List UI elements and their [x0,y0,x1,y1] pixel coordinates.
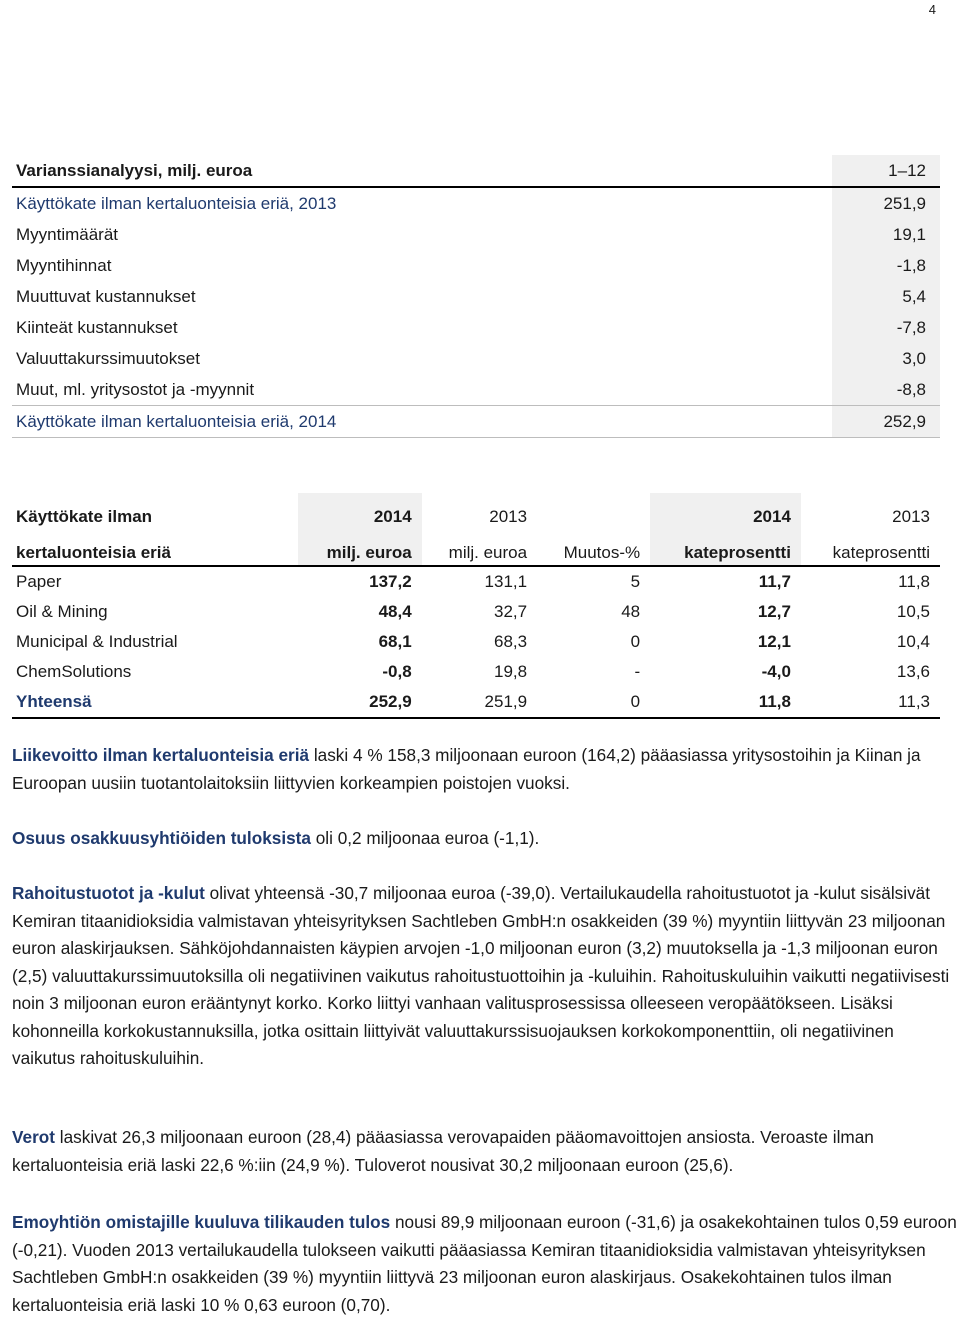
paragraph-text: laskivat 26,3 miljoonaan euroon (28,4) pääasiassa verovapaiden pääomavoittojen ansiosta. Veroaste ilman kertaluonteisia eriä laski 22,6 %:iin (24,9 %). Tuloverot nousivat 30,2 miljoonaan euroon (25,6). [12,1127,874,1175]
paragraph-text: oli 0,2 miljoonaa euroa (-1,1). [310,828,540,848]
paragraph-heading: Rahoitustuotot ja -kulut [12,883,205,903]
variance-header-row [12,155,940,187]
segment-header-2013-unit: milj. euroa [422,529,537,566]
variance-row-value: 3,0 [832,343,940,374]
segment-name: Paper [16,572,62,591]
table-row [12,343,940,374]
segment-header-2014: 2014 [298,493,422,529]
segment-change: 48 [621,602,641,621]
segment-change: 5 [630,572,641,591]
variance-period: 1–12 [832,155,940,187]
paragraph-financing [12,880,958,1073]
paragraph-taxes [12,1124,958,1179]
segment-value-2014: 137,2 [369,572,412,591]
segment-margin-2013: 10,4 [896,632,930,651]
segment-margin-2013: 11,8 [898,572,930,591]
variance-row-label: Muut, ml. yritysostot ja -myynnit [16,379,255,399]
segment-value-2014: 68,1 [378,632,412,651]
paragraph-text: nousi 89,9 miljoonaan euroon (-31,6) ja osakekohtainen tulos 0,59 euroon (-0,21). Vuoden 2013 vertailukaudella tulokseen vaikutti pääasiassa Kemiran titaanidioksidia valmistavan yhteisyrityksen Sachtleben GmbH:n osakkeiden (39 %) myyntiin liittyvä 23 miljoonan euron alaskirjaus. Osakekohtainen tulos ilman kertaluonteisia eriä laski 10 % 0,63 euroon (0,70). [12,1212,957,1315]
paragraph-heading: Emoyhtiön omistajille kuuluva tilikauden tulos [12,1212,391,1232]
paragraph-net-profit [12,1209,958,1319]
segment-margin-2014: 11,7 [758,572,791,591]
variance-title: Varianssianalyysi, milj. euroa [12,155,832,187]
segment-header-margin-2013-unit: kateprosentti [801,529,940,566]
segment-table [12,493,940,719]
paragraph-operating-profit [12,742,958,797]
variance-row-label: Muuttuvat kustannukset [16,286,196,306]
variance-row-label: Käyttökate ilman kertaluonteisia eriä, 2014 [12,406,832,438]
segment-header-2013: 2013 [489,507,528,526]
segment-margin-2014: -4,0 [761,662,791,681]
paragraph-text: laski 4 % 158,3 miljoonaan euroon (164,2) pääasiassa yritysostoihin ja Kiinan ja Euroopan uusiin tuotantolaitoksiin liittyvien korkeampien poistojen vuoksi. [12,745,921,793]
paragraph-heading: Osuus osakkuusyhtiöiden tuloksista [12,828,311,848]
paragraph-heading: Verot [12,1127,55,1147]
segment-header-margin-2014-unit: kateprosentti [650,529,801,566]
segment-value-2014: 48,4 [378,602,412,621]
table-row [12,187,940,219]
paragraph-heading: Liikevoitto ilman kertaluonteisia eriä [12,745,310,765]
table-row [12,406,940,438]
variance-row-value: -7,8 [832,312,940,343]
segment-margin-2013: 13,6 [896,662,930,681]
segment-change: 0 [537,687,650,718]
variance-row-value: 252,9 [832,406,940,438]
page-number: 4 [928,2,936,17]
segment-header-change [537,493,650,529]
segment-value-2013: 68,3 [493,632,528,651]
segment-header-change-label: Muutos-% [537,529,650,566]
table-row [12,374,940,406]
segment-header-margin-2014: 2014 [650,493,801,529]
table-row [12,657,940,687]
segment-header-row-2 [12,529,940,566]
variance-row-label: Myyntihinnat [16,255,112,275]
segment-header-label: Käyttökate ilman [16,507,153,526]
table-row-total [12,687,940,718]
variance-row-label: Kiinteät kustannukset [16,317,178,337]
paragraph-associates [12,825,958,853]
segment-total-label: Yhteensä [12,687,298,718]
segment-name: Oil & Mining [16,602,108,621]
segment-value-2013: 251,9 [422,687,537,718]
table-row [12,281,940,312]
segment-value-2013: 19,8 [493,662,528,681]
segment-value-2013: 131,1 [484,572,528,591]
segment-name: Municipal & Industrial [16,632,178,651]
segment-margin-2013: 11,3 [801,687,940,718]
segment-value-2014: 252,9 [298,687,422,718]
table-row [12,627,940,657]
variance-row-label: Myyntimäärät [16,224,119,244]
segment-margin-2014: 11,8 [650,687,801,718]
segment-name: ChemSolutions [16,662,132,681]
table-row [12,566,940,597]
variance-row-value: -8,8 [832,374,940,406]
segment-value-2013: 32,7 [493,602,528,621]
segment-change: - [634,662,641,681]
segment-header-2014-unit: milj. euroa [298,529,422,566]
table-row [12,250,940,281]
segment-header-margin-2013: 2013 [892,507,930,526]
variance-row-value: 19,1 [832,219,940,250]
segment-margin-2014: 12,1 [757,632,791,651]
table-row [12,312,940,343]
table-row [12,597,940,627]
table-row [12,219,940,250]
variance-row-label: Käyttökate ilman kertaluonteisia eriä, 2013 [16,193,337,213]
paragraph-text: olivat yhteensä -30,7 miljoonaa euroa (-39,0). Vertailukaudella rahoitustuotot ja -kulut sisälsivät Kemiran titaanidioksidia valmistavan yhteisyrityksen Sachtleben GmbH:n osakkeiden (39 %) myyntiin liittyvän 23 miljoonan euron alaskirjauksen. Sähköjohdannaisten käypien arvojen -1,0 miljoonan euron (3,2) muutoksella ja -1,3 miljoonan euron (2,5) valuuttakurssimuutoksilla oli negatiivinen vaikutus rahoitustuottoihin ja -kuluihin. Rahoituskuluihin vaikutti negatiivisesti noin 3 miljoonan euron erääntynyt korko. Korko liittyi vanhaan valitusprosessissa olleeseen veropäätökseen. Lisäksi kohonneilla korkokustannuksilla, jotka osittain liittyivät valuuttakurssisuojauksen korkokomponenttiin, oli negatiivinen vaikutus rahoituskuluihin. [12,883,950,1068]
variance-row-value: 5,4 [832,281,940,312]
segment-margin-2013: 10,5 [896,602,930,621]
variance-row-value: 251,9 [832,187,940,219]
variance-row-label: Valuuttakurssimuutokset [16,348,200,368]
segment-header-row-1 [12,493,940,529]
variance-table [12,155,940,438]
segment-value-2014: -0,8 [382,662,412,681]
segment-margin-2014: 12,7 [757,602,791,621]
variance-row-value: -1,8 [832,250,940,281]
segment-change: 0 [630,632,641,651]
segment-header-label: kertaluonteisia eriä [12,529,298,566]
